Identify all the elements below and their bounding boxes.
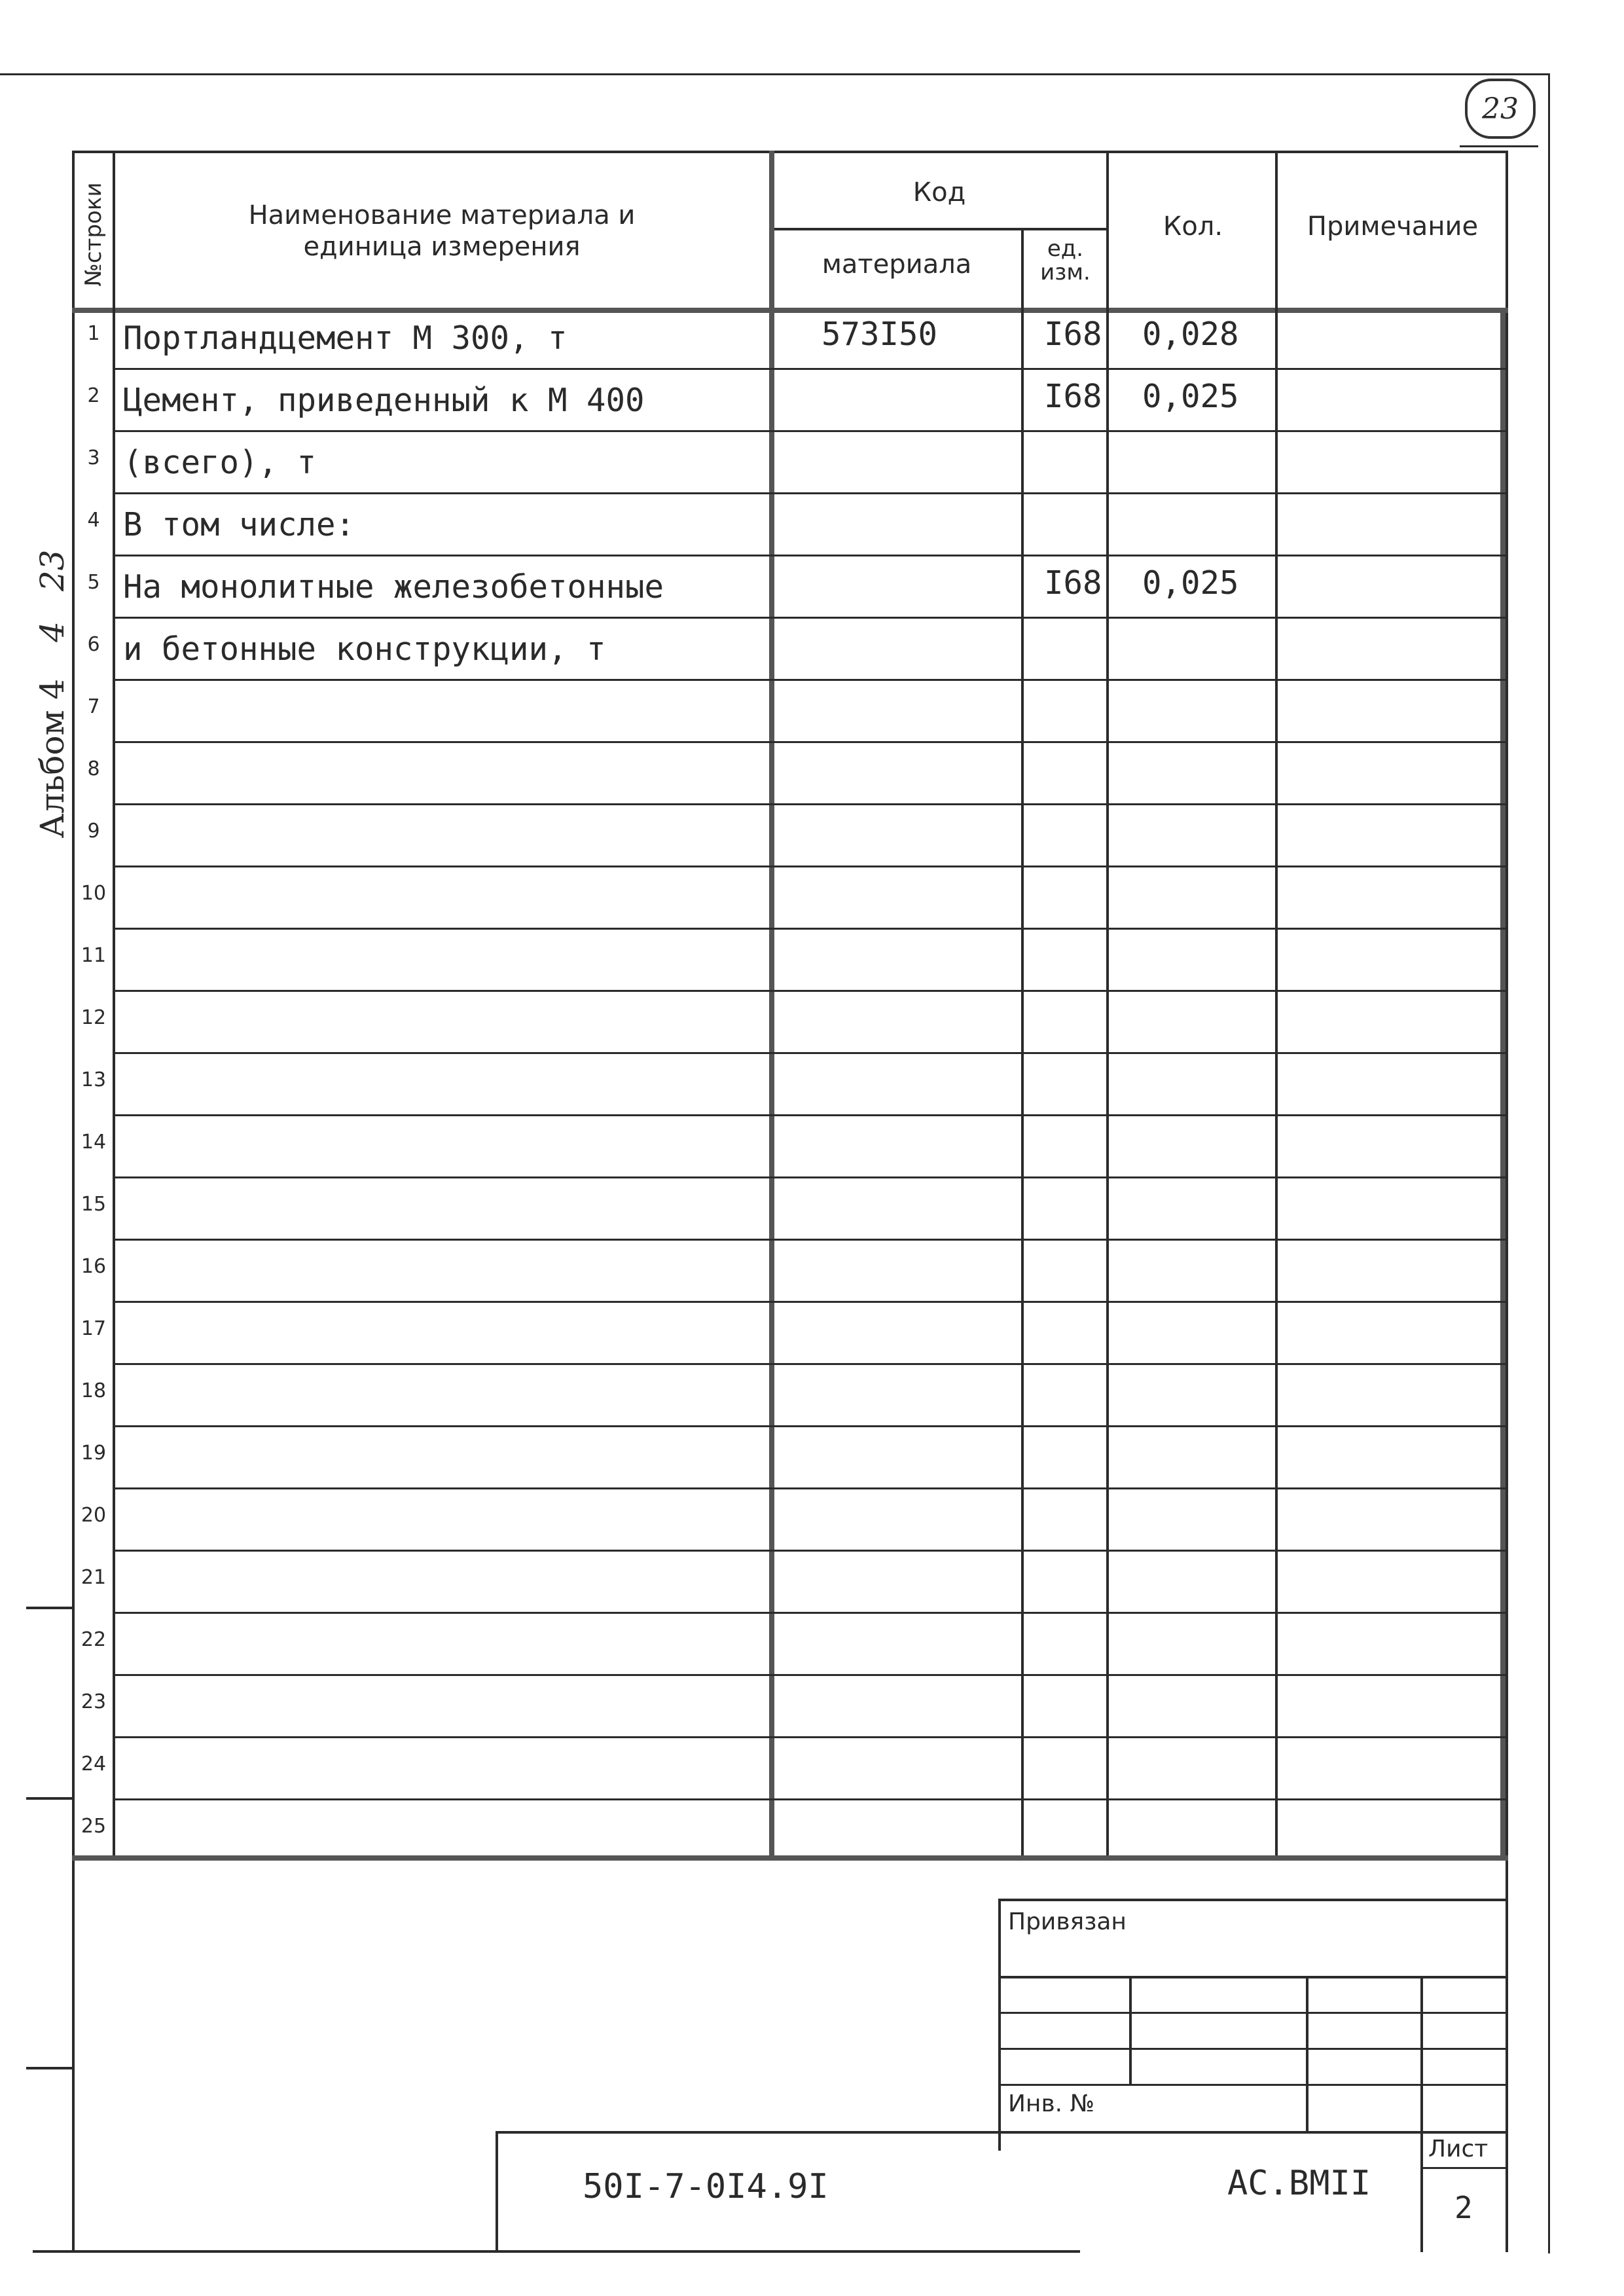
col-line-note	[1500, 308, 1506, 1859]
stamp-line-2	[998, 2012, 1508, 2014]
row-number: 5	[87, 571, 100, 594]
quantity: 0,028	[1142, 316, 1239, 353]
frame-right-outer	[1548, 73, 1550, 2253]
row-number: 15	[81, 1193, 107, 1216]
material-name: и бетонные конструкции, т	[123, 630, 606, 668]
material-name: В том числе:	[123, 506, 355, 543]
quantity: 0,025	[1142, 378, 1239, 415]
row-number: 25	[81, 1815, 107, 1838]
row-number: 19	[81, 1442, 107, 1465]
material-name: (всего), т	[123, 444, 317, 481]
row-number: 16	[81, 1255, 107, 1278]
stamp-line-4	[998, 2084, 1508, 2086]
stamp-frame-left	[998, 1899, 1001, 2151]
header-name-line2: единица измерения	[303, 232, 581, 262]
row-number: 8	[87, 757, 100, 780]
col-line-unit	[1106, 151, 1109, 1859]
side-label	[26, 511, 79, 877]
header-qty: Кол.	[1163, 211, 1223, 242]
table-bottom-line	[72, 1855, 1508, 1861]
header-unit	[1024, 237, 1106, 284]
col-line-qty	[1275, 151, 1278, 1859]
album-label: Альбом 4	[33, 678, 71, 839]
header-code: Код	[912, 177, 966, 208]
header-bottom-line	[72, 308, 1508, 313]
unit-code: I68	[1044, 378, 1102, 415]
binding-tick-2	[26, 1797, 73, 1800]
header-material: материала	[821, 249, 972, 280]
row-number: 1	[87, 322, 100, 345]
handwritten-number-1: 4	[33, 621, 71, 642]
header-unit-line2: изм.	[1040, 259, 1091, 285]
stamp-line-3	[998, 2048, 1508, 2050]
row-number: 4	[87, 509, 100, 532]
row-number: 7	[87, 695, 100, 718]
title-block-top	[496, 2131, 1508, 2134]
col-line-material	[1021, 228, 1024, 1859]
stamp-col-1	[1129, 1976, 1132, 2084]
material-name: На монолитные железобетонные	[123, 568, 664, 606]
frame-right	[1506, 151, 1508, 2252]
row-number: 13	[81, 1068, 107, 1091]
sheet-box-divider	[1420, 2167, 1508, 2169]
row-number: 18	[81, 1379, 107, 1402]
row-number: 10	[81, 882, 107, 905]
handwritten-number-2: 23	[33, 549, 71, 592]
binding-tick-3	[26, 2067, 73, 2069]
top-frame-line	[1460, 145, 1538, 147]
row-number: 9	[87, 820, 100, 843]
row-number: 22	[81, 1628, 107, 1651]
sheet-number: 2	[1454, 2190, 1473, 2225]
quantity: 0,025	[1142, 564, 1239, 602]
row-number: 2	[87, 384, 100, 407]
header-code-line	[772, 228, 1108, 230]
frame-top	[72, 151, 1508, 153]
row-number: 14	[81, 1131, 107, 1154]
row-number: 17	[81, 1317, 107, 1340]
stamp-line-1	[998, 1976, 1508, 1978]
title-block-left	[496, 2131, 498, 2252]
row-number: 21	[81, 1566, 107, 1589]
top-border	[0, 73, 1548, 75]
header-name	[118, 200, 766, 263]
material-name: Цемент, приведенный к М 400	[123, 382, 645, 419]
row-number: 20	[81, 1504, 107, 1527]
header-row-number: №строки	[81, 182, 107, 286]
document-code: 50I-7-0I4.9I	[583, 2167, 829, 2206]
material-name: Портландцемент М 300, т	[123, 319, 568, 357]
stamp-frame-top	[998, 1899, 1508, 1901]
row-number: 23	[81, 1690, 107, 1713]
frame-bottom	[33, 2250, 1080, 2253]
row-number: 11	[81, 944, 107, 967]
header-unit-line1: ед.	[1047, 236, 1084, 262]
binding-tick-1	[26, 1607, 73, 1609]
header-name-line1: Наименование материала и	[248, 200, 636, 230]
row-number: 24	[81, 1753, 107, 1776]
drawing-mark: АС.ВМII	[1227, 2164, 1371, 2203]
unit-code: I68	[1044, 316, 1102, 353]
row-number: 6	[87, 633, 100, 656]
col-line-name	[769, 151, 774, 1859]
sheet-mark: 23	[1465, 79, 1536, 139]
material-code: 573I50	[821, 316, 938, 353]
stamp-linked-label: Привязан	[1008, 1908, 1127, 1935]
stamp-inv-label: Инв. №	[1008, 2090, 1095, 2117]
stamp-col-2	[1306, 1976, 1308, 2133]
stamp-col-3	[1420, 1976, 1423, 2133]
sheet-box-left	[1420, 2131, 1423, 2252]
sheet-label: Лист	[1428, 2136, 1489, 2162]
row-number: 12	[81, 1006, 107, 1029]
row-number: 3	[87, 446, 100, 469]
header-note: Примечание	[1307, 211, 1479, 242]
unit-code: I68	[1044, 564, 1102, 602]
